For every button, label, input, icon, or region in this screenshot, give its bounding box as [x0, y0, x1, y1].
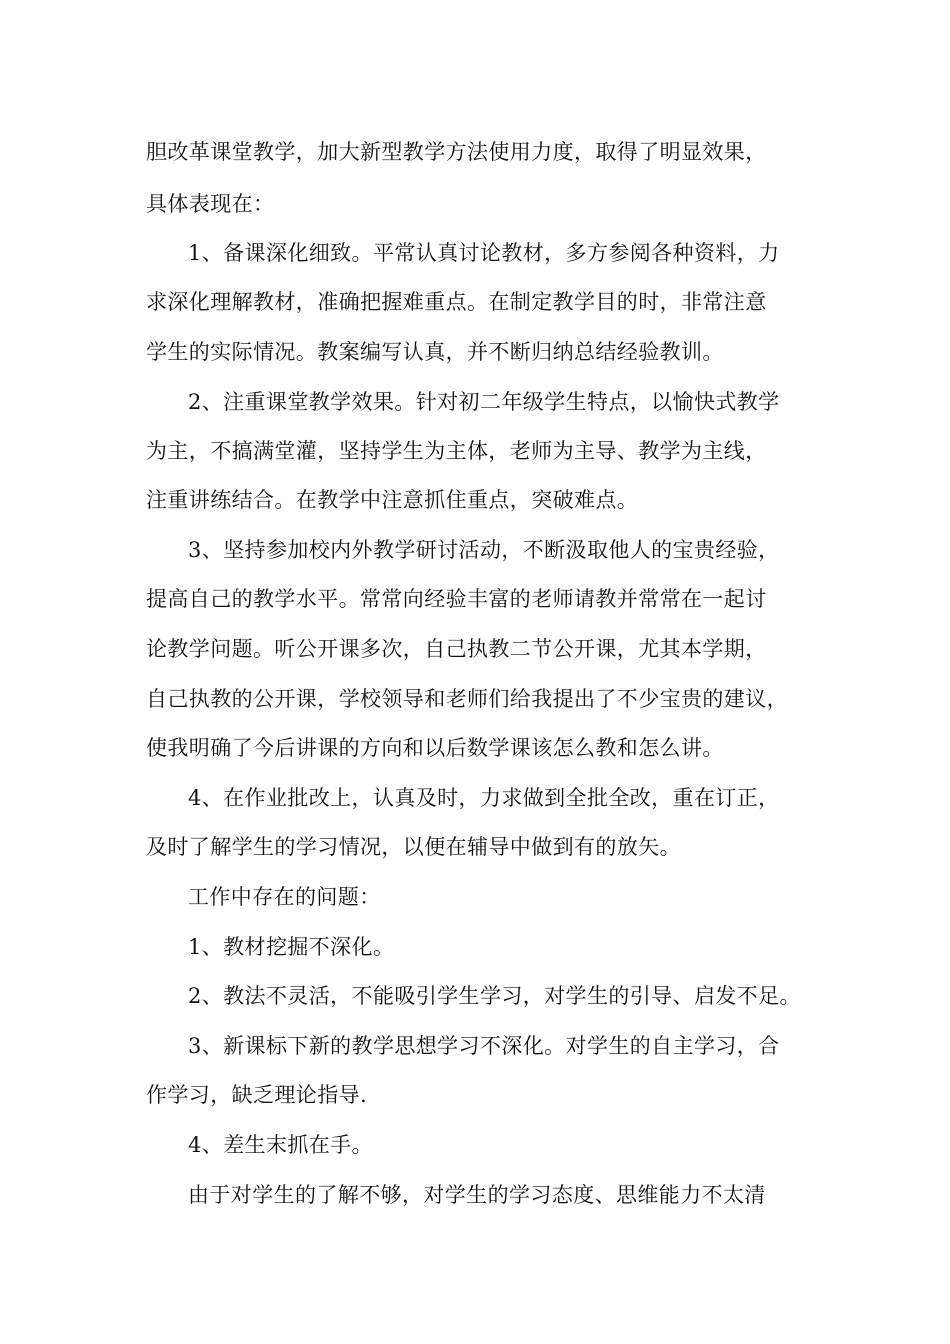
text-line: 3、新课标下新的教学思想学习不深化。对学生的自主学习，合: [188, 1034, 780, 1058]
text-line: 及时了解学生的学习情况，以便在辅导中做到有的放矢。: [146, 835, 681, 859]
text-line: 1、教材挖掘不深化。: [188, 935, 395, 959]
text-line: 2、注重课堂教学效果。针对初二年级学生特点，以愉快式教学: [188, 390, 780, 414]
text-line: 使我明确了今后讲课的方向和以后数学课该怎么教和怎么讲。: [146, 736, 724, 760]
text-line: 1、备课深化细致。平常认真讨论教材，多方参阅各种资料，力: [188, 241, 780, 265]
text-line: 注重讲练结合。在教学中注意抓住重点，突破难点。: [146, 488, 639, 512]
text-line: 提高自己的教学水平。常常向经验丰富的老师请教并常常在一起讨: [146, 587, 767, 611]
text-line: 学生的实际情况。教案编写认真，并不断归纳总结经验教训。: [146, 340, 724, 364]
text-line: 2、教法不灵活，不能吸引学生学习，对学生的引导、启发不足。: [188, 984, 801, 1008]
text-line: 工作中存在的问题：: [188, 885, 381, 909]
text-line: 自己执教的公开课，学校领导和老师们给我提出了不少宝贵的建议，: [146, 687, 788, 711]
text-line: 胆改革课堂教学，加大新型教学方法使用力度，取得了明显效果，: [146, 140, 767, 164]
text-line: 具体表现在：: [146, 192, 275, 216]
text-line: 作学习，缺乏理论指导.: [146, 1083, 368, 1107]
text-line: 为主，不搞满堂灌，坚持学生为主体，老师为主导、教学为主线，: [146, 439, 767, 463]
text-line: 3、坚持参加校内外教学研讨活动，不断汲取他人的宝贵经验，: [188, 538, 780, 562]
text-line: 论教学问题。听公开课多次，自己执教二节公开课，尤其本学期，: [146, 637, 767, 661]
text-line: 4、在作业批改上，认真及时，力求做到全批全改，重在订正，: [188, 786, 780, 810]
text-line: 4、差生末抓在手。: [188, 1133, 373, 1157]
text-line: 由于对学生的了解不够，对学生的学习态度、思维能力不太清: [188, 1183, 766, 1207]
text-line: 求深化理解教材，准确把握难重点。在制定教学目的时，非常注意: [146, 290, 767, 314]
